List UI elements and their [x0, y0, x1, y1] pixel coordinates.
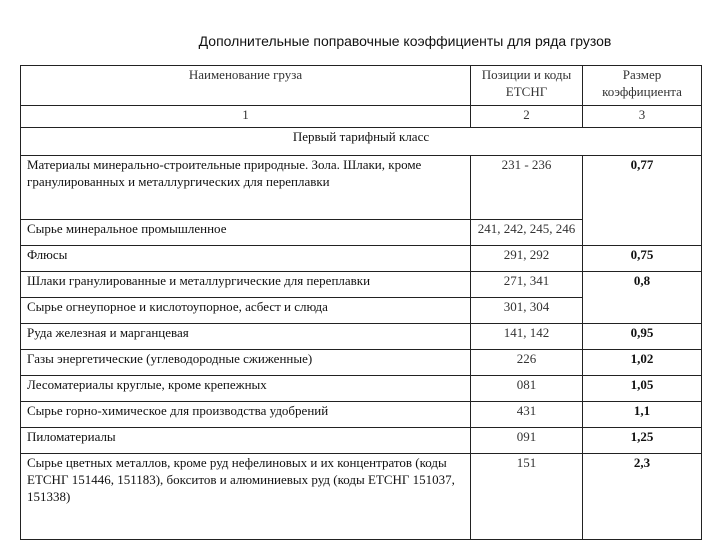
coefficient: 2,3 — [583, 454, 702, 540]
column-number: 2 — [471, 106, 583, 128]
etsng-codes: 271, 341 — [471, 272, 583, 298]
cargo-name: Материалы минерально-строительные природные. Зола. Шлаки, кроме гранулированных и металлургических для переплавки — [21, 156, 471, 220]
etsng-codes: 226 — [471, 350, 583, 376]
coefficients-table — [20, 65, 702, 540]
cargo-name: Сырье минеральное промышленное — [21, 220, 471, 246]
class-title: Первый тарифный класс — [21, 128, 702, 156]
table-row — [21, 272, 702, 298]
coefficient: 1,25 — [583, 428, 702, 454]
etsng-codes: 301, 304 — [471, 298, 583, 324]
column-number: 1 — [21, 106, 471, 128]
table-row — [21, 246, 702, 272]
coefficient: 0,95 — [583, 324, 702, 350]
header-row — [21, 66, 702, 106]
coefficient: 1,05 — [583, 376, 702, 402]
cargo-name: Сырье цветных металлов, кроме руд нефелиновых и их концентратов (коды ЕТСНГ 151446, 151183), бокситов и алюминиевых руд (коды ЕТСНГ 151037, 151338) — [21, 454, 471, 540]
class-row — [21, 128, 702, 156]
etsng-codes: 431 — [471, 402, 583, 428]
table-row — [21, 324, 702, 350]
cargo-name: Сырье огнеупорное и кислотоупорное, асбест и слюда — [21, 298, 471, 324]
etsng-codes: 241, 242, 245, 246 — [471, 220, 583, 246]
cargo-name: Флюсы — [21, 246, 471, 272]
coefficient: 0,75 — [583, 246, 702, 272]
table-row — [21, 350, 702, 376]
etsng-codes: 141, 142 — [471, 324, 583, 350]
etsng-codes: 091 — [471, 428, 583, 454]
coefficient: 0,8 — [583, 272, 702, 324]
etsng-codes: 081 — [471, 376, 583, 402]
etsng-codes: 151 — [471, 454, 583, 540]
cargo-name: Лесоматериалы круглые, кроме крепежных — [21, 376, 471, 402]
cargo-name: Сырье горно-химическое для производства удобрений — [21, 402, 471, 428]
column-number: 3 — [583, 106, 702, 128]
coefficient: 1,02 — [583, 350, 702, 376]
table-row — [21, 376, 702, 402]
cargo-name: Руда железная и марганцевая — [21, 324, 471, 350]
header-name: Наименование груза — [21, 66, 471, 106]
document-title: Дополнительные поправочные коэффициенты для ряда грузов — [198, 33, 612, 49]
table-row — [21, 454, 702, 540]
etsng-codes: 231 - 236 — [471, 156, 583, 220]
table-row — [21, 428, 702, 454]
header-codes: Позиции и коды ЕТСНГ — [471, 66, 583, 106]
table-row — [21, 156, 702, 220]
cargo-name: Пиломатериалы — [21, 428, 471, 454]
column-numbers-row — [21, 106, 702, 128]
coefficient: 0,77 — [583, 156, 702, 246]
coefficient: 1,1 — [583, 402, 702, 428]
cargo-name: Газы энергетические (углеводородные сжиженные) — [21, 350, 471, 376]
table-row — [21, 402, 702, 428]
cargo-name: Шлаки гранулированные и металлургические для переплавки — [21, 272, 471, 298]
header-coef: Размер коэффициента — [583, 66, 702, 106]
etsng-codes: 291, 292 — [471, 246, 583, 272]
